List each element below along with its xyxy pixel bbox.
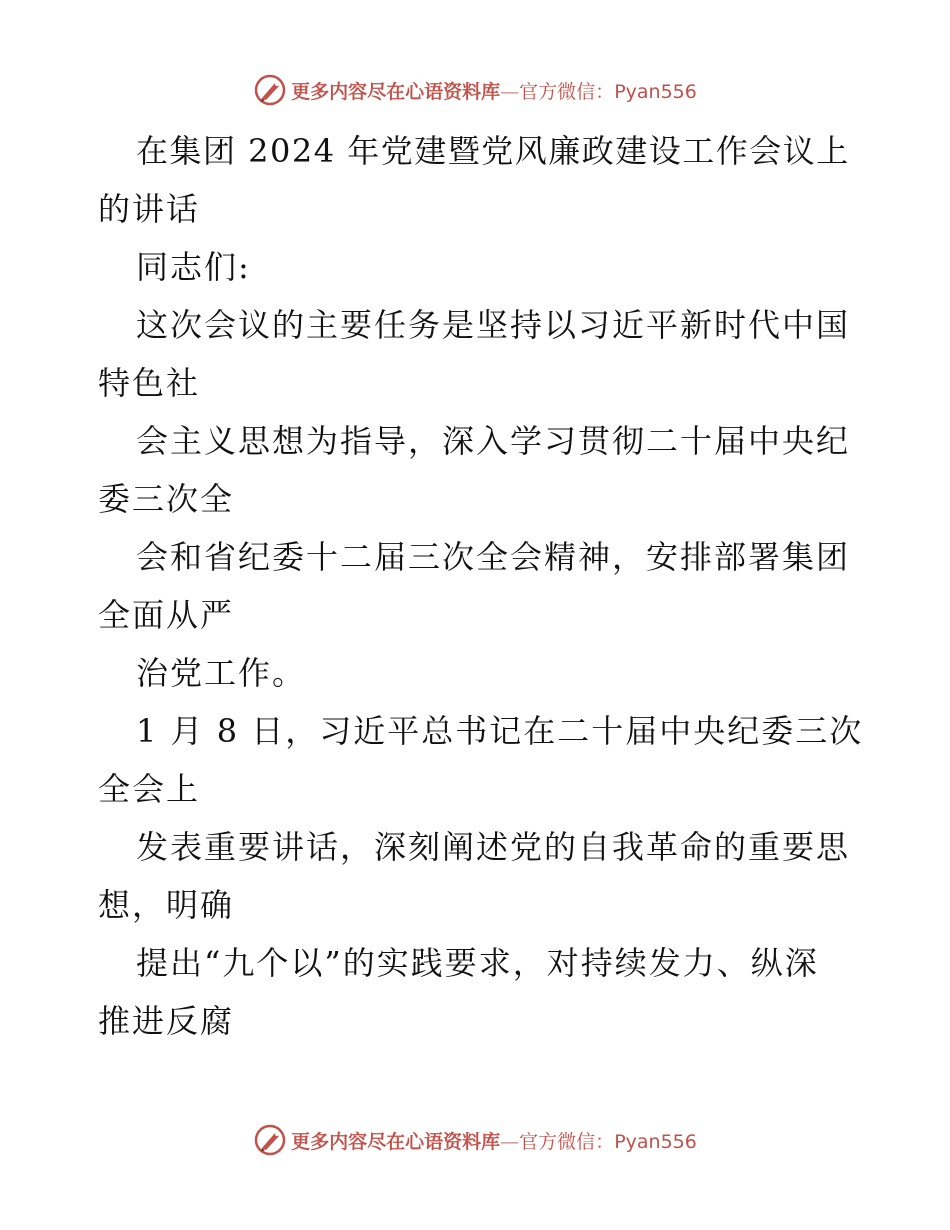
watermark-text <box>291 77 697 104</box>
watermark-main-text: 更多内容尽在心语资料库 <box>291 1130 501 1153</box>
watermark-wechat-id: Pyan556 <box>614 80 697 103</box>
paragraph-line: 全会上 <box>98 770 201 808</box>
paragraph-line: 委三次全 <box>98 480 235 518</box>
watermark-wechat-label: 官方微信： <box>519 80 615 103</box>
header-watermark-banner <box>0 70 950 110</box>
pen-logo-icon <box>253 1123 287 1157</box>
paragraph-line: 这次会议的主要任务是坚持以习近平新时代中国 <box>136 306 851 344</box>
salutation: 同志们: <box>136 248 251 286</box>
watermark-text <box>291 1127 697 1154</box>
document-title-line-2: 的讲话 <box>98 190 201 228</box>
paragraph-line: 发表重要讲话，深刻阐述党的自我革命的重要思 <box>136 828 851 866</box>
paragraph-line: 治党工作。 <box>136 654 307 692</box>
paragraph-line: 会主义思想为指导，深入学习贯彻二十届中央纪 <box>136 422 851 460</box>
header-watermark <box>253 73 697 107</box>
paragraph-line: 特色社 <box>98 364 201 402</box>
paragraph-line: 想，明确 <box>98 886 235 924</box>
watermark-wechat-label: 官方微信： <box>519 1130 615 1153</box>
paragraph-line: 会和省纪委十二届三次全会精神，安排部署集团 <box>136 538 851 576</box>
paragraph-line: 提出“九个以”的实践要求，对持续发力、纵深 <box>136 944 819 982</box>
footer-watermark-banner <box>0 1120 950 1160</box>
document-body <box>98 122 868 1050</box>
watermark-dash: — <box>500 80 520 103</box>
footer-watermark <box>253 1123 697 1157</box>
paragraph-line: 1 月 8 日，习近平总书记在二十届中央纪委三次 <box>136 712 864 750</box>
document-title-line-1: 在集团 2024 年党建暨党风廉政建设工作会议上 <box>136 132 850 170</box>
watermark-main-text: 更多内容尽在心语资料库 <box>291 80 501 103</box>
paragraph-line: 推进反腐 <box>98 1002 235 1040</box>
paragraph-line: 全面从严 <box>98 596 235 634</box>
watermark-dash: — <box>500 1130 520 1153</box>
watermark-wechat-id: Pyan556 <box>614 1130 697 1153</box>
pen-logo-icon <box>253 73 287 107</box>
